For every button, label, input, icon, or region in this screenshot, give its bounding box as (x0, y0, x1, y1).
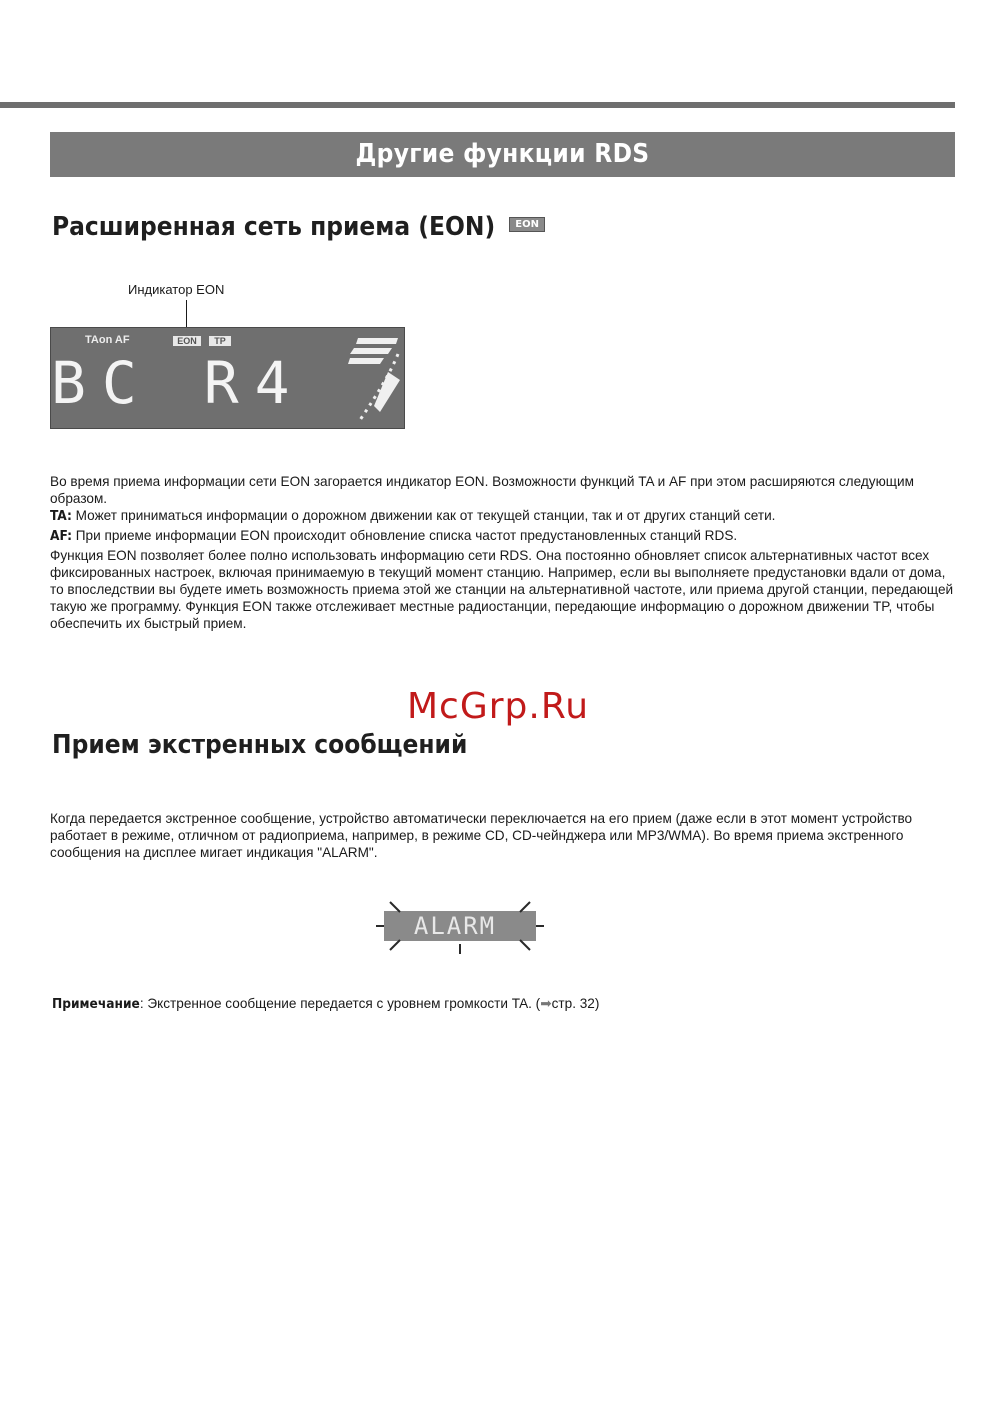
lcd-mode-labels: TAon AF (85, 334, 130, 346)
note-text: : Экстренное сообщение передается с уровнем громкости TA. ( (139, 996, 541, 1011)
note-term: Примечание (52, 996, 140, 1012)
blink-rays-icon (370, 896, 550, 956)
eon-indicator-icon (509, 217, 545, 232)
eon-description (50, 473, 960, 632)
eon-indicator-callout-label: Индикатор EON (128, 282, 225, 297)
lcd-eon-indicator: EON (173, 336, 201, 346)
ta-paragraph (50, 507, 960, 525)
top-rule (0, 102, 955, 108)
section-alarm-heading: Прием экстренных сообщений (52, 730, 468, 760)
watermark-logo: McGrp.Ru (407, 686, 590, 727)
section-eon-title: Расширенная сеть приема (EON) (52, 212, 496, 242)
alarm-display-text: ALARM (413, 912, 497, 940)
af-text: При приеме информации EON происходит обновление списка частот предустановленных станций RDS. (71, 528, 738, 543)
arrow-right-icon: ➡ (540, 996, 552, 1011)
lcd-station-name: BC R4 (51, 349, 306, 417)
eon-badge-label: EON (515, 219, 539, 230)
page-banner-title: Другие функции RDS (50, 132, 955, 177)
section-eon-heading (52, 212, 545, 242)
alarm-description (50, 810, 960, 861)
lcd-tp-indicator: TP (209, 336, 231, 346)
lcd-display-eon (50, 327, 405, 429)
ta-term: TA: (50, 508, 72, 524)
ta-text: Может приниматься информации о дорожном движении как от текущей станции, так и от других станций сети. (71, 508, 776, 523)
alarm-paragraph: Когда передается экстренное сообщение, устройство автоматически переключается на его прием (даже если в этот момент устройство работает в режиме, отличном от радиоприема, например, в режиме CD, CD-чейнджера или MP3/WMA). Во время приема экстренного сообщения на дисплее мигает индикация "ALARM". (50, 811, 913, 860)
page-reference: стр. 32) (551, 996, 600, 1011)
volume-arc-icon (346, 334, 404, 426)
eon-paragraph-1: Во время приема информации сети EON загорается индикатор EON. Возможности функций TA и AF при этом расширяются следующим образом. (50, 474, 914, 506)
af-term: AF: (50, 528, 72, 544)
eon-paragraph-2: Функция EON позволяет более полно использовать информацию сети RDS. Она постоянно обновляет список альтернативных частот всех фиксированных настроек, включая принимаемую в текущий момент станцию. Например, если вы выполняете предустановки вдали от дома, то впоследствии вы будете иметь возможность приема этой же станции на альтернативной частоте, или приема другой станции, передающей такую же программу. Функция EON также отслеживает местные радиостанции, передающие информацию о дорожном движении TP, чтобы обеспечить их быстрый прием. (50, 548, 954, 631)
note (52, 996, 599, 1012)
af-paragraph (50, 527, 960, 545)
